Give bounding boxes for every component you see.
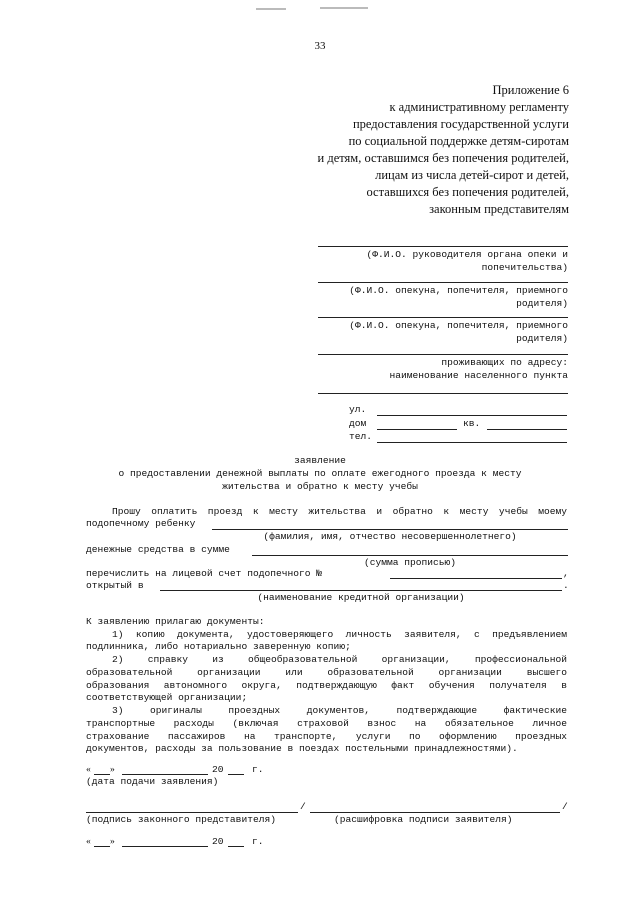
document-item-3: документов, расходы за пользование в поездах постельными принадлежностями). bbox=[86, 743, 518, 754]
bank-label: (наименование кредитной организации) bbox=[257, 592, 465, 603]
signature-slash: / bbox=[300, 801, 306, 812]
date-close-quote: » bbox=[110, 836, 115, 847]
appendix-line: оставшихся без попечения родителей, bbox=[366, 185, 569, 199]
appendix-line: законным представителям bbox=[429, 202, 569, 216]
settlement-label: наименование населенного пункта bbox=[389, 370, 568, 381]
decode-label: (расшифровка подписи заявителя) bbox=[334, 814, 513, 825]
house-line[interactable] bbox=[377, 429, 457, 430]
document-item-1: 1) копию документа, удостоверяющего личность заявителя, с предъявлением bbox=[112, 629, 567, 640]
date-open-quote: « bbox=[86, 764, 91, 775]
month-line[interactable] bbox=[122, 774, 208, 775]
head-name-line[interactable] bbox=[318, 246, 568, 247]
guardian1-name-label: родителя) bbox=[516, 298, 568, 309]
day-line[interactable] bbox=[94, 774, 110, 775]
document-item-2: 2) справку из общеобразовательной организации, профессиональной bbox=[112, 654, 567, 665]
guardian1-name-line[interactable] bbox=[318, 282, 568, 283]
guardian2-name-line[interactable] bbox=[318, 317, 568, 318]
money-prefix: денежные средства в сумме bbox=[86, 544, 230, 555]
appendix-line: предоставления государственной услуги bbox=[352, 117, 569, 131]
residing-label: проживающих по адресу: bbox=[441, 357, 568, 368]
appendix-line: Приложение 6 bbox=[492, 83, 569, 97]
guardian1-name-label: (Ф.И.О. опекуна, попечителя, приемного bbox=[349, 285, 568, 296]
date-open-quote: « bbox=[86, 836, 91, 847]
child-prefix: подопечному ребенку bbox=[86, 518, 196, 529]
head-name-label: (Ф.И.О. руководителя органа опеки и bbox=[366, 249, 568, 260]
signature-label: (подпись законного представителя) bbox=[86, 814, 276, 825]
document-item-1: подлинника, либо нотариально заверенную копию; bbox=[86, 641, 351, 652]
year-prefix: 20 bbox=[212, 764, 224, 775]
signature-line[interactable] bbox=[86, 812, 298, 813]
decode-line[interactable] bbox=[310, 812, 560, 813]
document-item-3: транспортные расходы (включая страховой взнос на обязательное личное bbox=[86, 718, 567, 729]
month-line[interactable] bbox=[122, 846, 208, 847]
year-prefix: 20 bbox=[212, 836, 224, 847]
guardian2-name-label: родителя) bbox=[516, 333, 568, 344]
settlement-line[interactable] bbox=[318, 393, 568, 394]
date-label: (дата подачи заявления) bbox=[86, 776, 219, 787]
apartment-line[interactable] bbox=[487, 429, 567, 430]
day-line[interactable] bbox=[94, 846, 110, 847]
account-prefix: перечислить на лицевой счет подопечного № bbox=[86, 568, 323, 579]
address-line[interactable] bbox=[318, 354, 568, 355]
street-line[interactable] bbox=[377, 415, 567, 416]
statement-subtitle: жительства и обратно к месту учебы bbox=[222, 481, 418, 492]
scan-artifact bbox=[320, 7, 368, 9]
year-line[interactable] bbox=[228, 774, 244, 775]
page-number: 33 bbox=[314, 40, 326, 52]
comma: , bbox=[563, 568, 569, 579]
bank-line[interactable] bbox=[160, 590, 562, 591]
appendix-line: к административному регламенту bbox=[389, 100, 569, 114]
year-line[interactable] bbox=[228, 846, 244, 847]
phone-line[interactable] bbox=[377, 442, 567, 443]
documents-intro: К заявлению прилагаю документы: bbox=[86, 616, 265, 627]
appendix-line: лицам из числа детей-сирот и детей, bbox=[375, 168, 569, 182]
document-item-2: соответствующей организации; bbox=[86, 692, 248, 703]
date-close-quote: » bbox=[110, 764, 115, 775]
opened-prefix: открытый в bbox=[86, 580, 144, 591]
scan-artifact bbox=[256, 8, 286, 10]
account-line[interactable] bbox=[390, 578, 562, 579]
decode-slash: / bbox=[562, 801, 568, 812]
head-name-label: попечительства) bbox=[481, 262, 568, 273]
period: . bbox=[563, 580, 569, 591]
child-name-line[interactable] bbox=[212, 529, 568, 530]
street-label: ул. bbox=[349, 404, 367, 415]
year-suffix: г. bbox=[252, 764, 264, 775]
sum-label: (сумма прописью) bbox=[363, 557, 457, 568]
phone-label: тел. bbox=[349, 431, 373, 442]
document-item-2: образования автономного округа, подтверждающую факт обучения получателя в bbox=[86, 680, 567, 691]
appendix-line: и детям, оставшимся без попечения родителей, bbox=[317, 151, 569, 165]
appendix-line: по социальной поддержке детям-сиротам bbox=[348, 134, 569, 148]
document-item-2: образовательной организации или образовательной организации высшего bbox=[86, 667, 567, 678]
statement-subtitle: о предоставлении денежной выплаты по оплате ежегодного проезда к месту bbox=[118, 468, 522, 479]
year-suffix: г. bbox=[252, 836, 264, 847]
request-text: Прошу оплатить проезд к месту жительства и обратно к месту учебы моему bbox=[112, 506, 567, 517]
child-name-label: (фамилия, имя, отчество несовершеннолетнего) bbox=[263, 531, 517, 542]
apartment-label: кв. bbox=[463, 418, 481, 429]
statement-title: заявление bbox=[294, 455, 346, 466]
document-item-3: страхование пассажиров на транспорте, услуги по оформлению проездных bbox=[86, 731, 567, 742]
document-item-3: 3) оригиналы проездных документов, подтверждающие фактические bbox=[112, 705, 567, 716]
sum-line[interactable] bbox=[252, 555, 568, 556]
appendix-header bbox=[209, 82, 569, 218]
guardian2-name-label: (Ф.И.О. опекуна, попечителя, приемного bbox=[349, 320, 568, 331]
house-label: дом bbox=[349, 418, 367, 429]
